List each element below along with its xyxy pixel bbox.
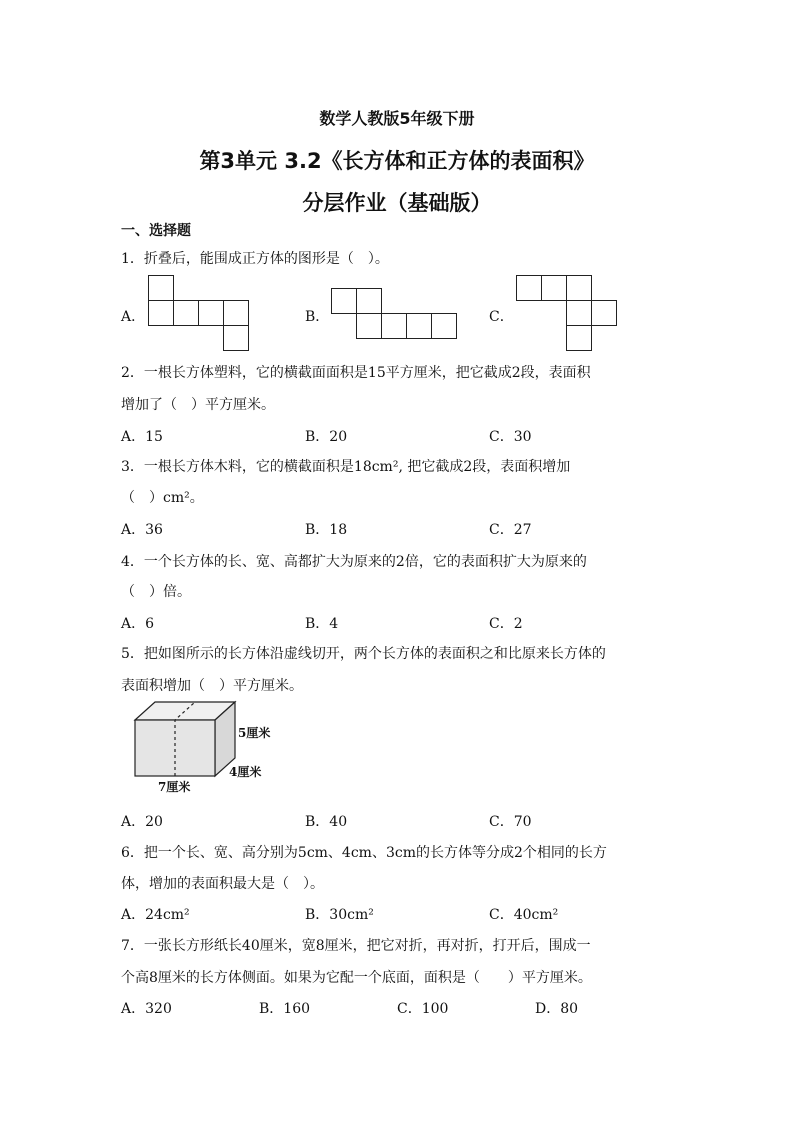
question-6-text-line2: 体，增加的表面积最大是（ ）。 bbox=[121, 876, 324, 892]
question-2-text-line1: 2．一根长方体塑料，它的横截面面积是15平方厘米，把它截成2段，表面积 bbox=[121, 365, 591, 381]
doc-subtitle: 分层作业（基础版） bbox=[302, 191, 492, 215]
q6-option-b bbox=[305, 904, 374, 924]
q7-option-d bbox=[535, 998, 578, 1018]
q7-option-c-label: C． bbox=[397, 1001, 422, 1017]
q5-width-label: 4厘米 bbox=[229, 765, 262, 779]
q1-option-b-net bbox=[331, 288, 461, 341]
q5-option-b-text: 40 bbox=[329, 814, 348, 830]
q7-option-c bbox=[397, 998, 448, 1018]
q3-option-c-text: 27 bbox=[513, 522, 532, 538]
q2-option-c-label: C． bbox=[489, 429, 514, 445]
q3-option-b-text: 18 bbox=[329, 522, 348, 538]
q7-option-d-label: D． bbox=[535, 1001, 561, 1017]
q1-option-a-label: A． bbox=[121, 309, 146, 325]
q2-option-c bbox=[489, 426, 532, 446]
q4-option-c-label: C． bbox=[489, 616, 514, 632]
q6-option-c-label: C． bbox=[489, 907, 514, 923]
q2-option-a-label: A． bbox=[121, 429, 146, 445]
section-title: 一、选择题 bbox=[121, 223, 191, 239]
q1-option-b-label: B． bbox=[305, 309, 330, 325]
q6-option-c-text: 40cm² bbox=[513, 907, 559, 923]
q6-option-b-label: B． bbox=[305, 907, 330, 923]
q2-option-a-text: 15 bbox=[145, 429, 163, 445]
q6-option-a bbox=[121, 904, 190, 924]
q4-option-b bbox=[305, 613, 338, 633]
q4-option-a-text: 6 bbox=[145, 616, 155, 632]
question-3-text-line1: 3．一根长方体木料，它的横截面积是18cm², 把它截成2段，表面积增加 bbox=[121, 459, 571, 475]
q4-option-b-text: 4 bbox=[329, 616, 339, 632]
q4-option-b-label: B． bbox=[305, 616, 330, 632]
q6-option-a-label: A． bbox=[121, 907, 146, 923]
q5-option-a bbox=[121, 811, 163, 831]
doc-unit-title: 第3单元 3.2《长方体和正方体的表面积》 bbox=[199, 149, 595, 173]
q7-option-a bbox=[121, 998, 172, 1018]
q2-option-c-text: 30 bbox=[513, 429, 532, 445]
q7-option-d-text: 80 bbox=[560, 1001, 579, 1017]
question-7-text-line2: 个高8厘米的长方体侧面。如果为它配一个底面，面积是（ ）平方厘米。 bbox=[121, 970, 592, 986]
q6-option-a-text: 24cm² bbox=[145, 907, 190, 923]
q5-option-b-label: B． bbox=[305, 814, 330, 830]
q1-option-c-net bbox=[516, 275, 620, 353]
q5-option-c bbox=[489, 811, 532, 831]
q5-length-label: 7厘米 bbox=[158, 780, 191, 794]
question-6-text-line1: 6．把一个长、宽、高分别为5cm、4cm、3cm的长方体等分成2个相同的长方 bbox=[121, 845, 607, 861]
q5-option-a-label: A． bbox=[121, 814, 146, 830]
q7-option-a-label: A． bbox=[121, 1001, 146, 1017]
q7-option-b-text: 160 bbox=[283, 1001, 311, 1017]
question-3-text-line2: （ ）cm²。 bbox=[121, 490, 204, 506]
doc-subject-title: 数学人教版5年级下册 bbox=[319, 109, 475, 128]
q7-option-b bbox=[259, 998, 310, 1018]
q5-cuboid-figure bbox=[134, 700, 284, 798]
q1-option-a-net bbox=[148, 275, 252, 353]
q6-option-b-text: 30cm² bbox=[329, 907, 374, 923]
q3-option-a-text: 36 bbox=[145, 522, 163, 538]
question-5-text-line1: 5．把如图所示的长方体沿虚线切开，两个长方体的表面积之和比原来长方体的 bbox=[121, 646, 606, 662]
q7-option-b-label: B． bbox=[259, 1001, 284, 1017]
q2-option-a bbox=[121, 426, 163, 446]
q3-option-b-label: B． bbox=[305, 522, 330, 538]
q4-option-a bbox=[121, 613, 154, 633]
q5-option-c-label: C． bbox=[489, 814, 514, 830]
question-5-text-line2: 表面积增加（ ）平方厘米。 bbox=[121, 678, 303, 694]
q5-option-b bbox=[305, 811, 347, 831]
q4-option-a-label: A． bbox=[121, 616, 146, 632]
q2-option-b bbox=[305, 426, 347, 446]
question-7-text-line1: 7．一张长方形纸长40厘米，宽8厘米，把它对折，再对折，打开后，围成一 bbox=[121, 938, 591, 954]
question-2-text-line2: 增加了（ ）平方厘米。 bbox=[121, 397, 275, 413]
q2-option-b-label: B． bbox=[305, 429, 330, 445]
q5-option-a-text: 20 bbox=[145, 814, 163, 830]
q3-option-a bbox=[121, 519, 163, 539]
q3-option-c-label: C． bbox=[489, 522, 514, 538]
question-1-text: 1．折叠后，能围成正方体的图形是（ ）。 bbox=[121, 251, 389, 267]
q6-option-c bbox=[489, 904, 558, 924]
question-4-text-line1: 4．一个长方体的长、宽、高都扩大为原来的2倍，它的表面积扩大为原来的 bbox=[121, 554, 587, 570]
q7-option-c-text: 100 bbox=[421, 1001, 449, 1017]
q3-option-a-label: A． bbox=[121, 522, 146, 538]
question-4-text-line2: （ ）倍。 bbox=[121, 584, 191, 600]
q3-option-b bbox=[305, 519, 347, 539]
q2-option-b-text: 20 bbox=[329, 429, 348, 445]
q3-option-c bbox=[489, 519, 532, 539]
q1-option-c-label: C． bbox=[489, 309, 514, 325]
q5-height-label: 5厘米 bbox=[238, 726, 271, 740]
q4-option-c-text: 2 bbox=[513, 616, 523, 632]
q5-option-c-text: 70 bbox=[513, 814, 532, 830]
q4-option-c bbox=[489, 613, 523, 633]
q7-option-a-text: 320 bbox=[145, 1001, 172, 1017]
